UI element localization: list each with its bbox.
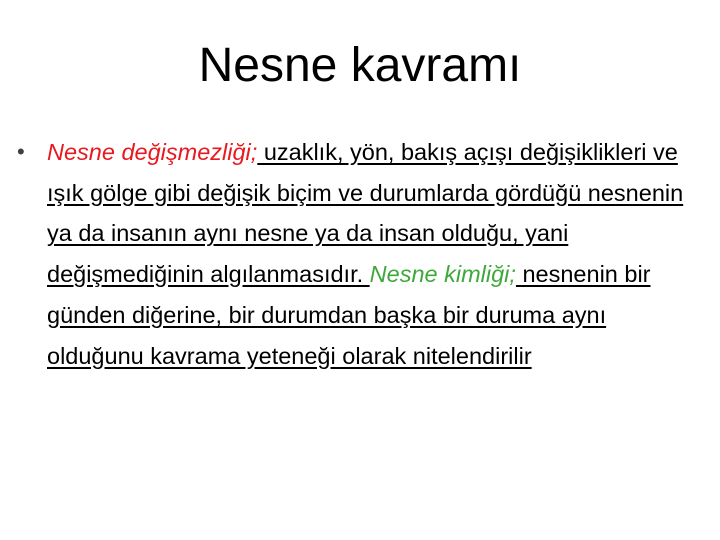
slide-title: Nesne kavramı bbox=[198, 39, 522, 92]
definition-object-permanence: uzaklık, yön, bakış açışı değişiklikleri ve ışık gölge gibi değişik biçim ve durumlarda gördüğü nesnenin ya da insanın aynı nesne ya da insan olduğu, yani değişmediğinin algılanmasıdır. bbox=[47, 139, 684, 288]
term-object-permanence: Nesne değişmezliği; bbox=[47, 139, 258, 165]
bullet-paragraph bbox=[17, 132, 697, 376]
definition-object-identity: nesnenin bir günden diğerine, bir durumdan başka bir duruma aynı olduğunu kavrama yeteneği olarak nitelendirilir bbox=[47, 261, 651, 369]
term-object-identity: Nesne kimliği; bbox=[369, 261, 516, 288]
bullet-marker: • bbox=[17, 139, 25, 164]
